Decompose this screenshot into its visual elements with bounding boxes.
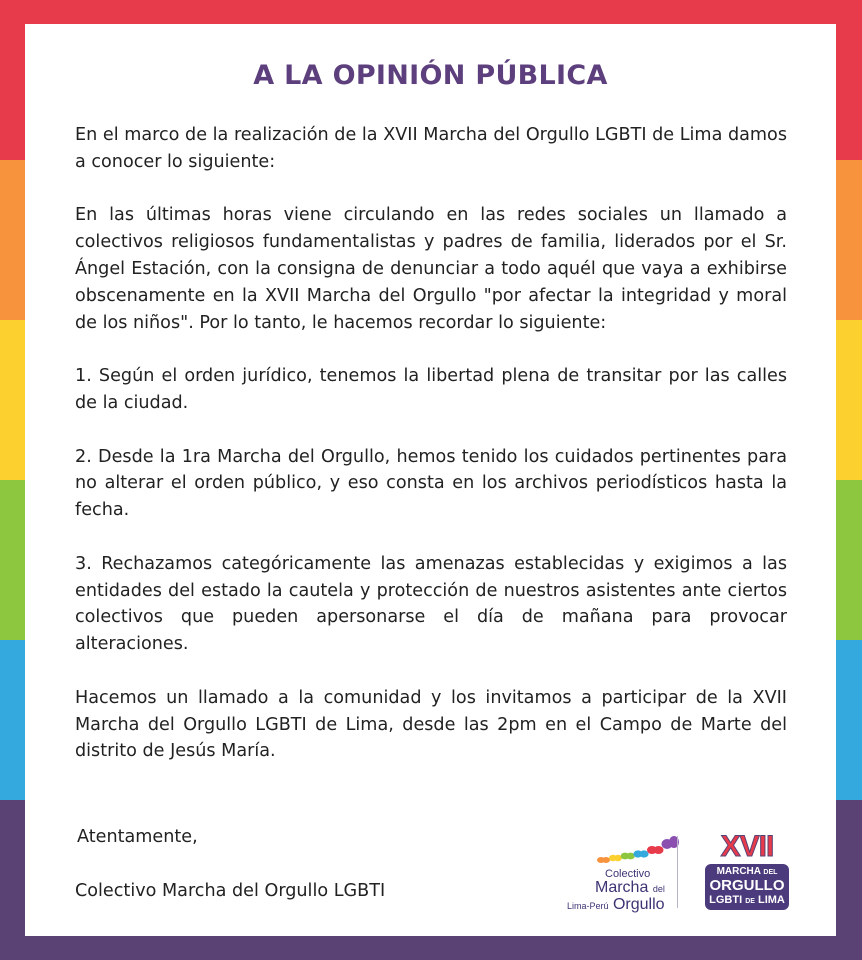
colectivo-logo-line1: Colectivo [605, 868, 651, 880]
page-title: A LA OPINIÓN PÚBLICA [253, 60, 608, 91]
marcha-logo-de: DE [745, 898, 755, 905]
colectivo-logo-marcha: Marcha [595, 879, 649, 896]
marcha-logo-numeral: XVII [720, 830, 774, 863]
paragraph-intro: En el marco de la realización de la XVII Marcha del Orgullo LGBTI de Lima damos a conocer lo siguiente: [75, 125, 787, 172]
paragraph-point-3: 3. Rechazamos categóricamente las amenazas establecidas y exigimos a las entidades del estado la cautela y protección de nuestros asistentes ante ciertos colectivos que pueden apersonarse el día de mañana para provocar alteraciones. [75, 553, 787, 655]
colectivo-logo-del: del [652, 884, 665, 894]
paragraph-invitation: Hacemos un llamado a la comunidad y los invitamos a participar de la XVII Marcha del Orgullo LGBTI de Lima, desde las 2pm en el Campo de Marte del distrito de Jesús María. [75, 687, 787, 762]
marcha-logo-lima: LIMA [757, 894, 785, 906]
logo-divider [677, 836, 678, 908]
colectivo-logo-line2 [595, 879, 665, 897]
colectivo-logo [567, 834, 683, 914]
colectivo-logo-line3 [567, 896, 665, 914]
paragraph-point-1: 1. Según el orden jurídico, tenemos la libertad plena de transitar por las calles de la ciudad. [75, 366, 787, 413]
colectivo-logo-orgullo: Orgullo [612, 896, 665, 913]
paragraph-point-2: 2. Desde la 1ra Marcha del Orgullo, hemos tenido los cuidados pertinentes para no alterar el orden público, y eso consta en los archivos periodísticos hasta la fecha. [75, 446, 787, 521]
marcha-logo-line2: ORGULLO [709, 877, 785, 894]
colectivo-logo-lima-peru: Lima-Perú [567, 901, 609, 911]
marcha-logo-line3 [705, 894, 789, 906]
paragraph-context: En las últimas horas viene circulando en las redes sociales un llamado a colectivos religiosos fundamentalistas y padres de familia, liderados por el Sr. Ángel Estación, con la consigna de denunciar a todo aquél que vaya a exhibirse obscenamente en la XVII Marcha del Orgullo "por afectar la integridad y moral de los niños". Por lo tanto, le hacemos recordar lo siguiente: [75, 205, 787, 333]
closing: Atentamente, [77, 827, 198, 847]
marcha-logo [701, 832, 793, 914]
signature: Colectivo Marcha del Orgullo LGBTI [75, 881, 386, 901]
marcha-logo-del: DEL [763, 869, 778, 876]
statement-card [25, 24, 836, 936]
marcha-logo-line1 [705, 866, 789, 877]
marcha-logo-lgbti: LGBTI [709, 894, 743, 906]
marcha-logo-marcha: MARCHA [716, 866, 761, 877]
statement-body [75, 122, 787, 765]
